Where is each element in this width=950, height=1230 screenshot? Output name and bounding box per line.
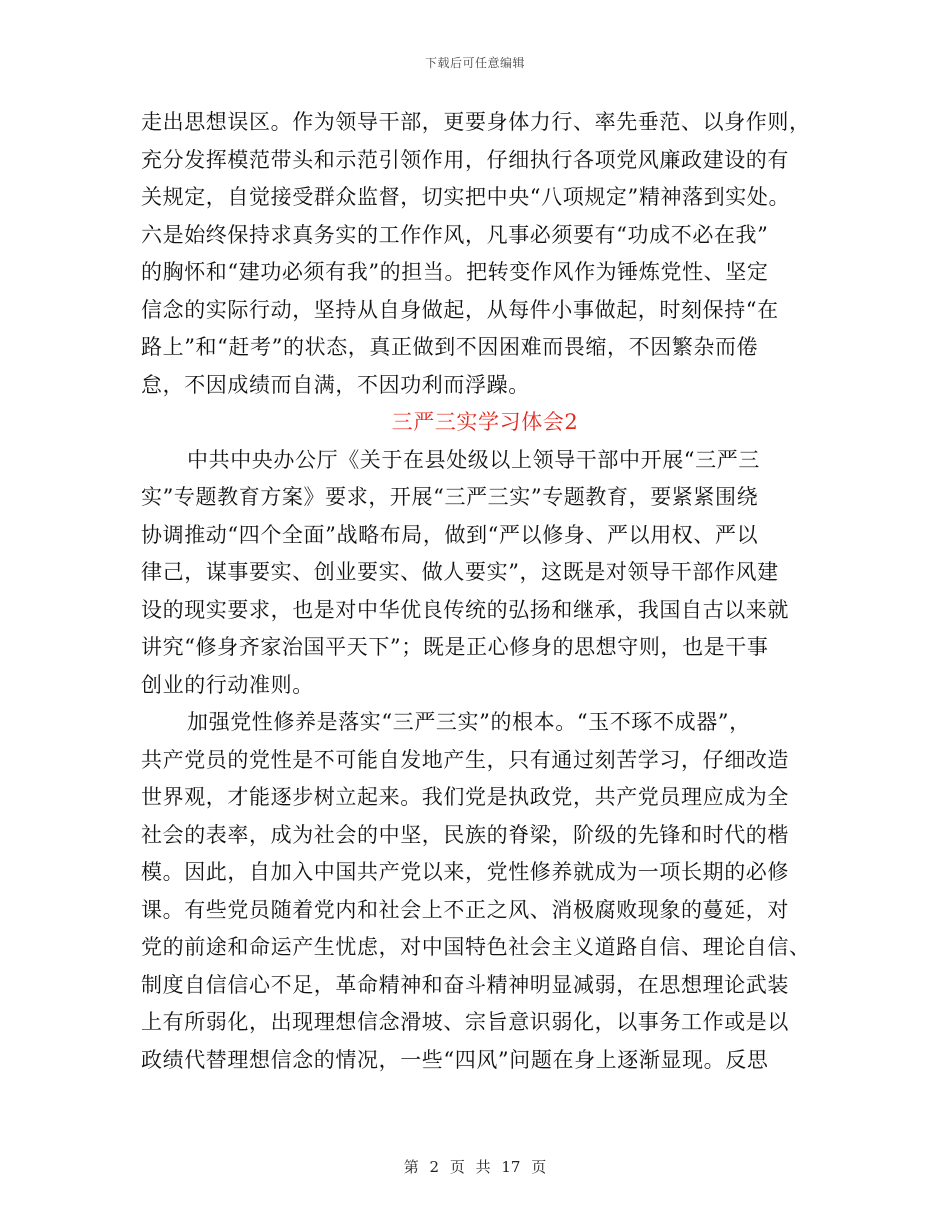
document-body	[141, 104, 813, 1079]
text-line: 律己，谋事要实、创业要实、做人要实”，这既是对领导干部作风建	[141, 560, 779, 584]
text-line: 加强党性修养是落实“三严三实”的根本。“玉不琢不成器”，	[187, 710, 751, 734]
text-line: 设的现实要求，也是对中华优良传统的弘扬和继承，我国自古以来就	[141, 597, 789, 622]
text-line: 信念的实际行动，坚持从自身做起，从每件小事做起，时刻保持“在	[141, 297, 779, 322]
page-header: 下载后可任意编辑	[424, 56, 525, 70]
text-line: 讲究“修身齐家治国平天下”；既是正心修身的思想守则，也是干事	[141, 635, 769, 659]
text-line: 的胸怀和“建功必须有我”的担当。把转变作风作为锤炼党性、坚定	[141, 260, 769, 284]
text-line: 世界观，才能逐步树立起来。我们党是执政党，共产党员理应成为全	[141, 785, 789, 809]
text-line: 走出思想误区。作为领导干部，更要身体力行、率先垂范、以身作则，	[141, 110, 811, 134]
text-line: 共产党员的党性是不可能自发地产生，只有通过刻苦学习，仔细改造	[141, 747, 789, 772]
text-line: 路上”和“赶考”的状态，真正做到不因困难而畏缩，不因繁杂而倦	[141, 335, 759, 359]
text-line: 上有所弱化，出现理想信念滑坡、宗旨意识弱化，以事务工作或是以	[141, 1010, 789, 1034]
text-line: 充分发挥模范带头和示范引领作用，仔细执行各项党风廉政建设的有	[141, 147, 789, 172]
page-number-footer: 第 2 页 共 17 页	[403, 1158, 547, 1176]
text-line: 制度自信信心不足，革命精神和奋斗精神明显减弱，在思想理论武装	[141, 972, 789, 997]
text-line: 怠，不因成绩而自满，不因功利而浮躁。	[141, 372, 530, 397]
text-line: 六是始终保持求真务实的工作作风，凡事必须要有“功成不必在我”	[141, 222, 769, 247]
text-line: 党的前途和命运产生忧虑，对中国特色社会主义道路自信、理论自信、	[141, 935, 811, 959]
text-line: 协调推动“四个全面”战略布局，做到“严以修身、严以用权、严以	[141, 522, 759, 547]
text-line: 创业的行动准则。	[141, 672, 314, 697]
text-line: 模。因此，自加入中国共产党以来，党性修养就成为一项长期的必修	[141, 860, 789, 884]
text-line: 关规定，自觉接受群众监督，切实把中央“八项规定”精神落到实处。	[141, 185, 791, 209]
section-heading: 三严三实学习体会2	[391, 410, 579, 434]
text-line: 课。有些党员随着党内和社会上不正之风、消极腐败现象的蔓延，对	[141, 897, 789, 922]
text-line: 政绩代替理想信念的情况，一些“四风”问题在身上逐渐显现。反思	[141, 1047, 769, 1072]
text-line: 中共中央办公厅《关于在县处级以上领导干部中开展“三严三	[187, 447, 760, 472]
text-line: 社会的表率，成为社会的中坚，民族的脊梁，阶级的先锋和时代的楷	[141, 822, 789, 847]
text-line: 实”专题教育方案》要求，开展“三严三实”专题教育，要紧紧围绕	[141, 485, 759, 509]
